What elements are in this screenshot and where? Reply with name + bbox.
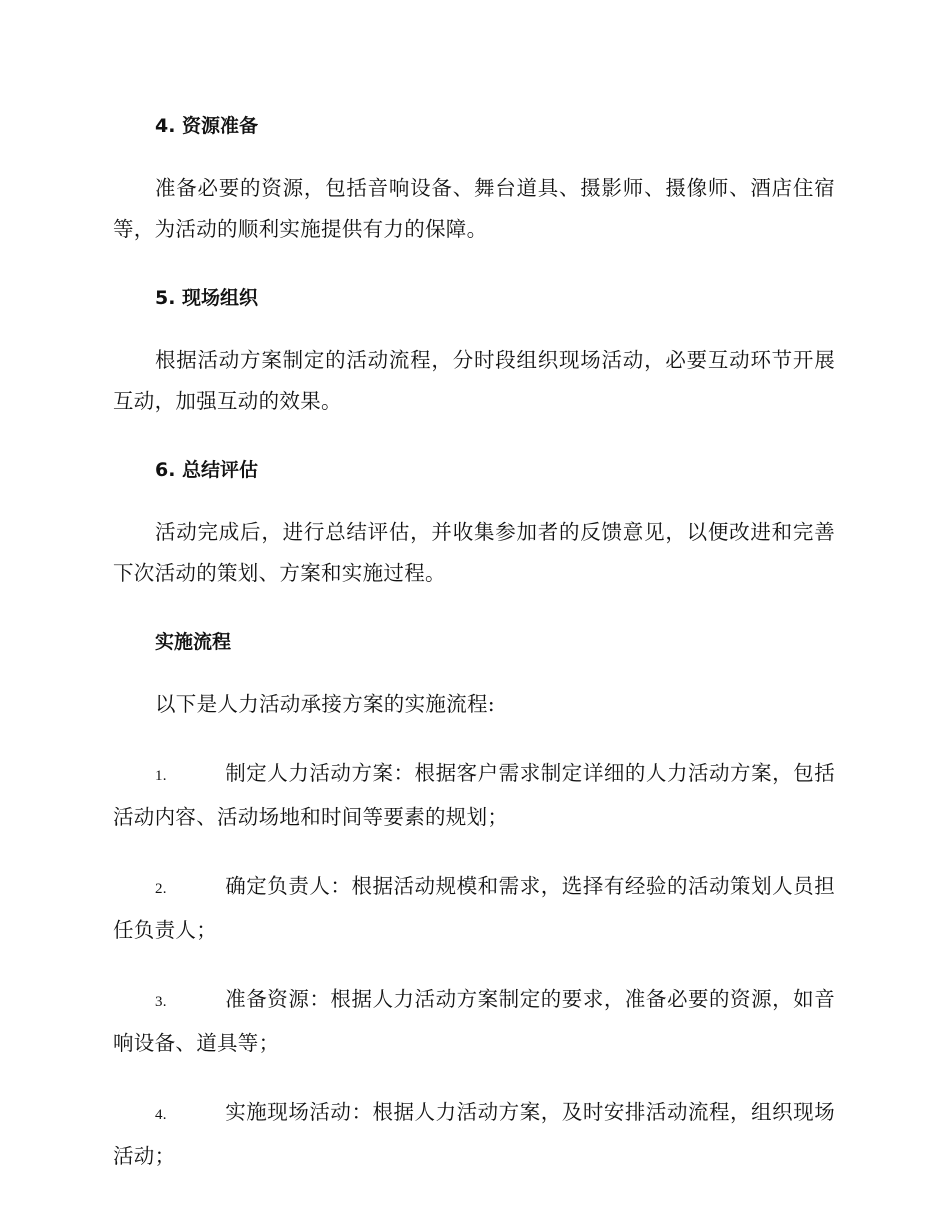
list-item-text: 准备资源：根据人力活动方案制定的要求，准备必要的资源，如音响设备、道具等； xyxy=(113,987,835,1055)
section-paragraph-resources: 准备必要的资源，包括音响设备、舞台道具、摄影师、摄像师、酒店住宿等，为活动的顺利实施提供有力的保障。 xyxy=(113,176,835,241)
process-list-item xyxy=(113,1092,835,1177)
process-list-item xyxy=(113,979,835,1064)
section-paragraph-onsite: 根据活动方案制定的活动流程，分时段组织现场活动，必要互动环节开展互动，加强互动的效果。 xyxy=(113,348,835,413)
list-item-text: 制定人力活动方案：根据客户需求制定详细的人力活动方案，包括活动内容、活动场地和时间等要素的规划； xyxy=(113,761,835,829)
section-heading-resources: 4. 资源准备 xyxy=(155,115,259,137)
process-list-item xyxy=(113,753,835,838)
section-heading-evaluation: 6. 总结评估 xyxy=(155,459,259,481)
document-content xyxy=(113,106,835,1205)
process-heading: 实施流程 xyxy=(155,631,232,653)
list-item-text: 实施现场活动：根据人力活动方案，及时安排活动流程，组织现场活动； xyxy=(113,1100,835,1168)
section-paragraph-evaluation: 活动完成后，进行总结评估，并收集参加者的反馈意见，以便改进和完善下次活动的策划、方案和实施过程。 xyxy=(113,520,835,585)
list-item-number: 2. xyxy=(155,881,167,897)
list-item-number: 3. xyxy=(155,994,167,1010)
process-list-item xyxy=(113,866,835,951)
list-item-number: 4. xyxy=(155,1107,167,1123)
process-intro: 以下是人力活动承接方案的实施流程: xyxy=(155,692,496,716)
list-item-number: 1. xyxy=(155,768,167,784)
list-item-text: 确定负责人：根据活动规模和需求，选择有经验的活动策划人员担任负责人； xyxy=(113,874,835,942)
section-heading-onsite: 5. 现场组织 xyxy=(155,287,259,309)
